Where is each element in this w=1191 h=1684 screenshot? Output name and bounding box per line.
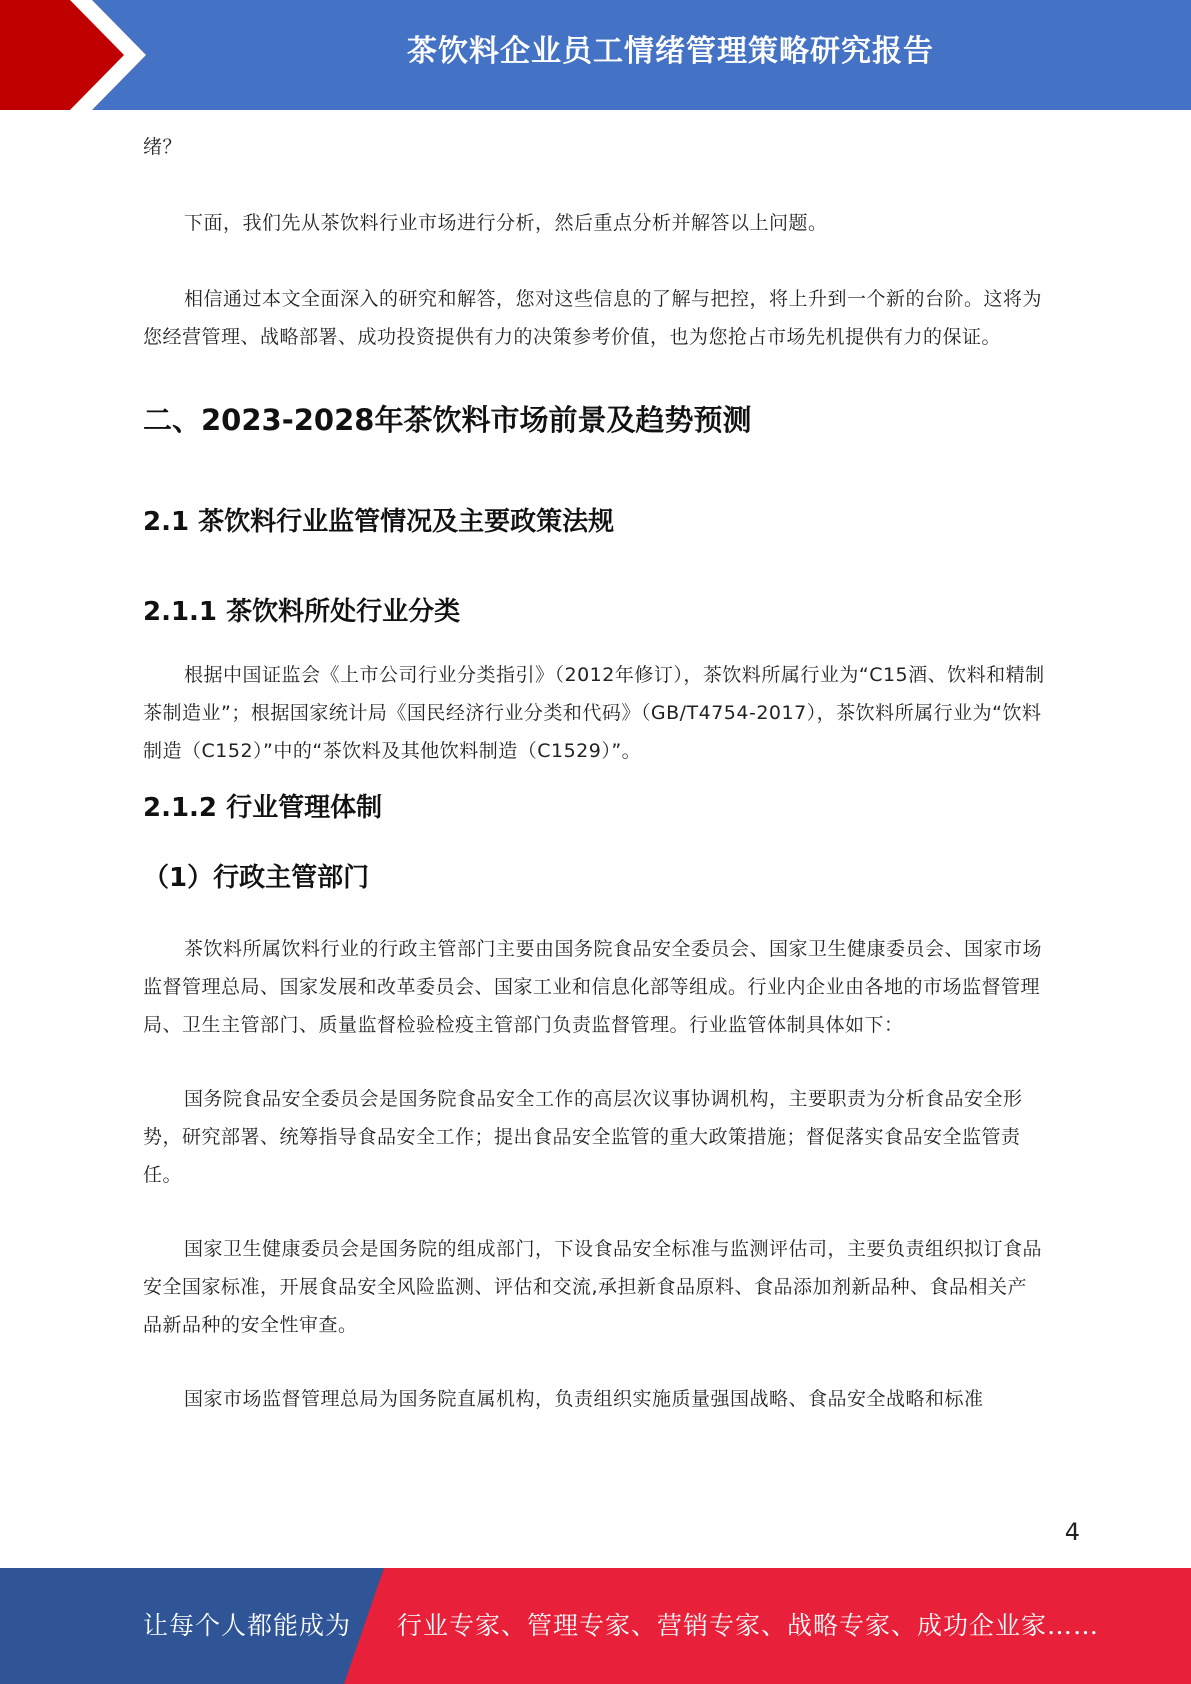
paragraph-continuation: 绪？ — [143, 136, 183, 158]
header-banner — [0, 0, 1191, 110]
subsection-heading-2-1-2: 2.1.2 行业管理体制 — [143, 793, 383, 823]
header-arrow-decoration — [0, 0, 160, 110]
subsection-heading-2-1-1: 2.1.1 茶饮料所处行业分类 — [143, 597, 461, 627]
section-heading-2: 二、2023-2028年茶饮料市场前景及趋势预测 — [143, 403, 752, 437]
paragraph-intro: 下面，我们先从茶饮料行业市场进行分析，然后重点分析并解答以上问题。 — [184, 212, 828, 234]
paragraph-industry-classification: 根据中国证监会《上市公司行业分类指引》（2012年修订），茶饮料所属行业为“C15酒、饮料和精制茶制造业”；根据国家统计局《国民经济行业分类和代码》（GB/T4754-2017），茶饮料所属行业为“饮料制造（C152）”中的“茶饮料及其他饮料制造（C1529）”。 — [143, 664, 1045, 762]
footer-banner — [0, 1568, 1191, 1684]
document-body — [143, 128, 1046, 1418]
paragraph-regulators: 茶饮料所属饮料行业的行政主管部门主要由国务院食品安全委员会、国家卫生健康委员会、国家市场监督管理总局、国家发展和改革委员会、国家工业和信息化部等组成。行业内企业由各地的市场监督管理局、卫生主管部门、质量监督检验检疫主管部门负责监督管理。行业监管体制具体如下： — [143, 938, 1043, 1036]
footer-slogan-left: 让每个人都能成为 — [143, 1611, 352, 1640]
subsection-heading-2-1: 2.1 茶饮料行业监管情况及主要政策法规 — [143, 507, 615, 537]
page-number: 4 — [1064, 1518, 1080, 1546]
paragraph-health-commission: 国家卫生健康委员会是国务院的组成部门，下设食品安全标准与监测评估司，主要负责组织拟订食品安全国家标准，开展食品安全风险监测、评估和交流,承担新食品原料、食品添加剂新品种、食品相关产品新品种的安全性审查。 — [143, 1238, 1043, 1336]
report-title: 茶饮料企业员工情绪管理策略研究报告 — [407, 34, 934, 69]
subheading-administrative-departments: （1）行政主管部门 — [143, 863, 370, 893]
paragraph-market-regulation: 国家市场监督管理总局为国务院直属机构，负责组织实施质量强国战略、食品安全战略和标准 — [184, 1388, 984, 1410]
paragraph-food-safety-committee: 国务院食品安全委员会是国务院食品安全工作的高层次议事协调机构，主要职责为分析食品安全形势，研究部署、统筹指导食品安全工作；提出食品安全监管的重大政策措施；督促落实食品安全监管责任。 — [143, 1088, 1023, 1186]
paragraph-value: 相信通过本文全面深入的研究和解答，您对这些信息的了解与把控，将上升到一个新的台阶。这将为您经营管理、战略部署、成功投资提供有力的决策参考价值，也为您抢占市场先机提供有力的保证。 — [143, 288, 1043, 348]
footer-slogan-right: 行业专家、管理专家、营销专家、战略专家、成功企业家…… — [397, 1611, 1100, 1640]
